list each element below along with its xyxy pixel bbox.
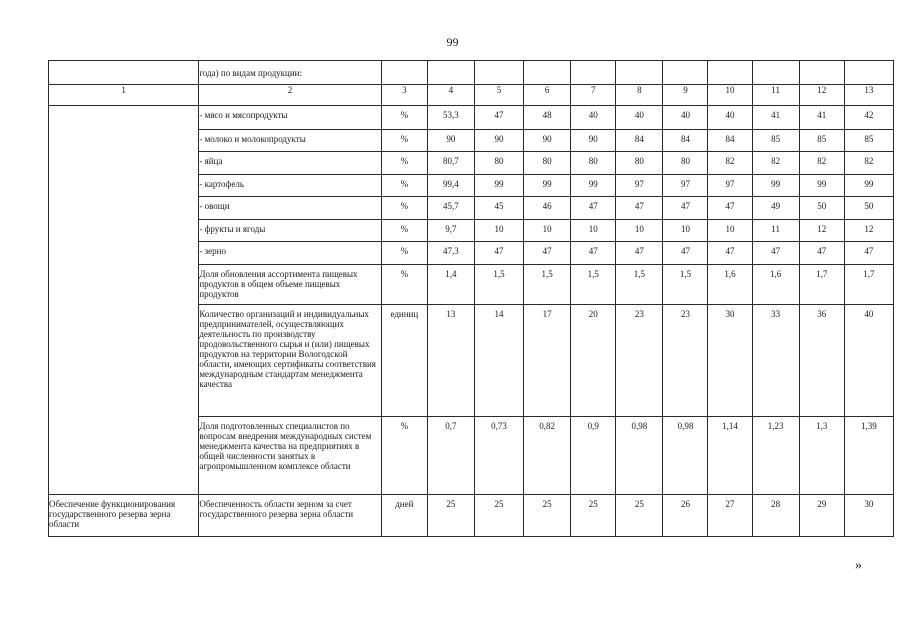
unit-cell: %	[381, 106, 427, 130]
column-number: 7	[571, 85, 616, 106]
value-cell: 9,7	[427, 220, 474, 242]
value-cell: 80	[616, 152, 663, 175]
value-cell: 29	[799, 495, 844, 537]
unit-cell: %	[381, 220, 427, 242]
value-cell: 30	[708, 305, 752, 417]
continuation-row	[49, 61, 894, 85]
value-cell: 90	[571, 130, 616, 152]
indicator-cell: - фрукты и ягоды	[199, 220, 381, 242]
value-cell: 13	[427, 305, 474, 417]
indicator-cell: Обеспеченность области зерном за счет государственного резерва зерна области	[199, 495, 381, 537]
value-cell: 25	[474, 495, 523, 537]
unit-cell: %	[381, 242, 427, 265]
value-cell: 41	[799, 106, 844, 130]
column-number: 1	[49, 85, 199, 106]
value-cell: 82	[844, 152, 893, 175]
value-cell: 14	[474, 305, 523, 417]
value-cell: 0,73	[474, 417, 523, 495]
value-cell: 90	[474, 130, 523, 152]
indicator-cell: Количество организаций и индивидуальных предпринимателей, осуществляющих деятельность по производству продовольственного сырья и (или) пищевых продуктов на территории Вологодской области, имеющих сертификаты соответствия международным стандартам менеджмента качества	[199, 305, 381, 417]
value-cell: 47	[844, 242, 893, 265]
unit-cell: %	[381, 175, 427, 197]
value-cell: 10	[616, 220, 663, 242]
value-cell: 0,9	[571, 417, 616, 495]
value-cell: 99	[474, 175, 523, 197]
value-cell: 80	[571, 152, 616, 175]
value-cell: 47	[474, 106, 523, 130]
indicator-cell: - молоко и молокопродукты	[199, 130, 381, 152]
value-cell: 1,5	[474, 265, 523, 305]
column-number: 13	[844, 85, 893, 106]
value-cell: 0,98	[663, 417, 708, 495]
value-cell: 82	[799, 152, 844, 175]
value-cell: 46	[524, 197, 571, 220]
value-cell: 10	[524, 220, 571, 242]
column-number: 2	[199, 85, 381, 106]
value-cell: 47	[524, 242, 571, 265]
value-cell: 80	[474, 152, 523, 175]
value-cell: 41	[752, 106, 799, 130]
value-cell: 0,82	[524, 417, 571, 495]
value-cell: 1,5	[524, 265, 571, 305]
column-number: 10	[708, 85, 752, 106]
indicator-cell: - мясо и мясопродукты	[199, 106, 381, 130]
value-cell: 50	[799, 197, 844, 220]
value-cell: 17	[524, 305, 571, 417]
unit-cell: %	[381, 152, 427, 175]
value-cell: 80	[663, 152, 708, 175]
value-cell: 26	[663, 495, 708, 537]
unit-cell: дней	[381, 495, 427, 537]
value-cell: 1,5	[616, 265, 663, 305]
indicator-cell: Доля подготовленных специалистов по вопросам внедрения международных систем менеджмента качества на предприятиях в общей численности занятых в агропромышленном комплексе области	[199, 417, 381, 495]
value-cell: 49	[752, 197, 799, 220]
value-cell: 40	[663, 106, 708, 130]
value-cell: 99,4	[427, 175, 474, 197]
value-cell: 47	[752, 242, 799, 265]
value-cell: 40	[844, 305, 893, 417]
value-cell: 25	[524, 495, 571, 537]
value-cell: 0,7	[427, 417, 474, 495]
value-cell: 97	[663, 175, 708, 197]
value-cell: 0,98	[616, 417, 663, 495]
value-cell: 33	[752, 305, 799, 417]
value-cell: 97	[708, 175, 752, 197]
value-cell: 50	[844, 197, 893, 220]
value-cell: 1,7	[844, 265, 893, 305]
value-cell: 47	[799, 242, 844, 265]
value-cell: 10	[663, 220, 708, 242]
value-cell: 99	[752, 175, 799, 197]
value-cell: 10	[708, 220, 752, 242]
value-cell: 80	[524, 152, 571, 175]
value-cell: 47	[616, 197, 663, 220]
value-cell: 84	[616, 130, 663, 152]
value-cell: 1,7	[799, 265, 844, 305]
value-cell: 99	[571, 175, 616, 197]
value-cell: 1,39	[844, 417, 893, 495]
value-cell: 84	[708, 130, 752, 152]
task-cell	[49, 106, 199, 495]
value-cell: 47	[663, 197, 708, 220]
continuation-text: года) по видам продукции:	[199, 61, 381, 85]
value-cell: 90	[524, 130, 571, 152]
value-cell: 90	[427, 130, 474, 152]
value-cell: 42	[844, 106, 893, 130]
column-number: 5	[474, 85, 523, 106]
table-row	[49, 106, 894, 130]
value-cell: 20	[571, 305, 616, 417]
indicator-cell: - яйца	[199, 152, 381, 175]
value-cell: 1,3	[799, 417, 844, 495]
closing-quote: »	[855, 558, 862, 573]
value-cell: 40	[571, 106, 616, 130]
unit-cell: %	[381, 265, 427, 305]
value-cell: 10	[571, 220, 616, 242]
value-cell: 99	[799, 175, 844, 197]
value-cell: 1,23	[752, 417, 799, 495]
value-cell: 1,5	[663, 265, 708, 305]
value-cell: 53,3	[427, 106, 474, 130]
value-cell: 47	[663, 242, 708, 265]
value-cell: 12	[844, 220, 893, 242]
value-cell: 84	[663, 130, 708, 152]
column-number: 6	[524, 85, 571, 106]
indicators-table	[48, 60, 894, 537]
value-cell: 1,5	[571, 265, 616, 305]
value-cell: 27	[708, 495, 752, 537]
value-cell: 30	[844, 495, 893, 537]
column-number: 3	[381, 85, 427, 106]
value-cell: 80,7	[427, 152, 474, 175]
task-cell	[49, 61, 199, 85]
indicator-cell: - картофель	[199, 175, 381, 197]
value-cell: 25	[427, 495, 474, 537]
value-cell: 36	[799, 305, 844, 417]
column-number: 9	[663, 85, 708, 106]
value-cell: 23	[663, 305, 708, 417]
value-cell: 28	[752, 495, 799, 537]
value-cell: 45	[474, 197, 523, 220]
indicator-cell: - зерно	[199, 242, 381, 265]
value-cell: 10	[474, 220, 523, 242]
value-cell: 48	[524, 106, 571, 130]
value-cell: 47	[708, 197, 752, 220]
value-cell: 47	[616, 242, 663, 265]
value-cell: 99	[524, 175, 571, 197]
unit-cell: %	[381, 197, 427, 220]
column-number: 12	[799, 85, 844, 106]
value-cell: 11	[752, 220, 799, 242]
unit-cell: единиц	[381, 305, 427, 417]
value-cell: 47,3	[427, 242, 474, 265]
unit-cell: %	[381, 130, 427, 152]
value-cell: 40	[616, 106, 663, 130]
value-cell: 82	[752, 152, 799, 175]
page-number: 99	[446, 35, 459, 49]
column-number: 4	[427, 85, 474, 106]
value-cell: 1,6	[752, 265, 799, 305]
value-cell: 82	[708, 152, 752, 175]
value-cell: 1,6	[708, 265, 752, 305]
column-number: 11	[752, 85, 799, 106]
value-cell: 47	[474, 242, 523, 265]
unit-cell: %	[381, 417, 427, 495]
indicator-cell: - овощи	[199, 197, 381, 220]
value-cell: 99	[844, 175, 893, 197]
value-cell: 45,7	[427, 197, 474, 220]
value-cell: 25	[616, 495, 663, 537]
column-number: 8	[616, 85, 663, 106]
value-cell: 85	[844, 130, 893, 152]
table-row	[49, 495, 894, 537]
task-cell: Обеспечение функционирования государственного резерва зерна области	[49, 495, 199, 537]
value-cell: 97	[616, 175, 663, 197]
value-cell: 47	[571, 242, 616, 265]
value-cell: 1,4	[427, 265, 474, 305]
indicator-cell: Доля обновления ассортимента пищевых продуктов в общем объеме пищевых продуктов	[199, 265, 381, 305]
value-cell: 85	[752, 130, 799, 152]
value-cell: 47	[571, 197, 616, 220]
value-cell: 40	[708, 106, 752, 130]
value-cell: 47	[708, 242, 752, 265]
value-cell: 12	[799, 220, 844, 242]
value-cell: 1,14	[708, 417, 752, 495]
column-number-row	[49, 85, 894, 106]
value-cell: 85	[799, 130, 844, 152]
value-cell: 23	[616, 305, 663, 417]
value-cell: 25	[571, 495, 616, 537]
